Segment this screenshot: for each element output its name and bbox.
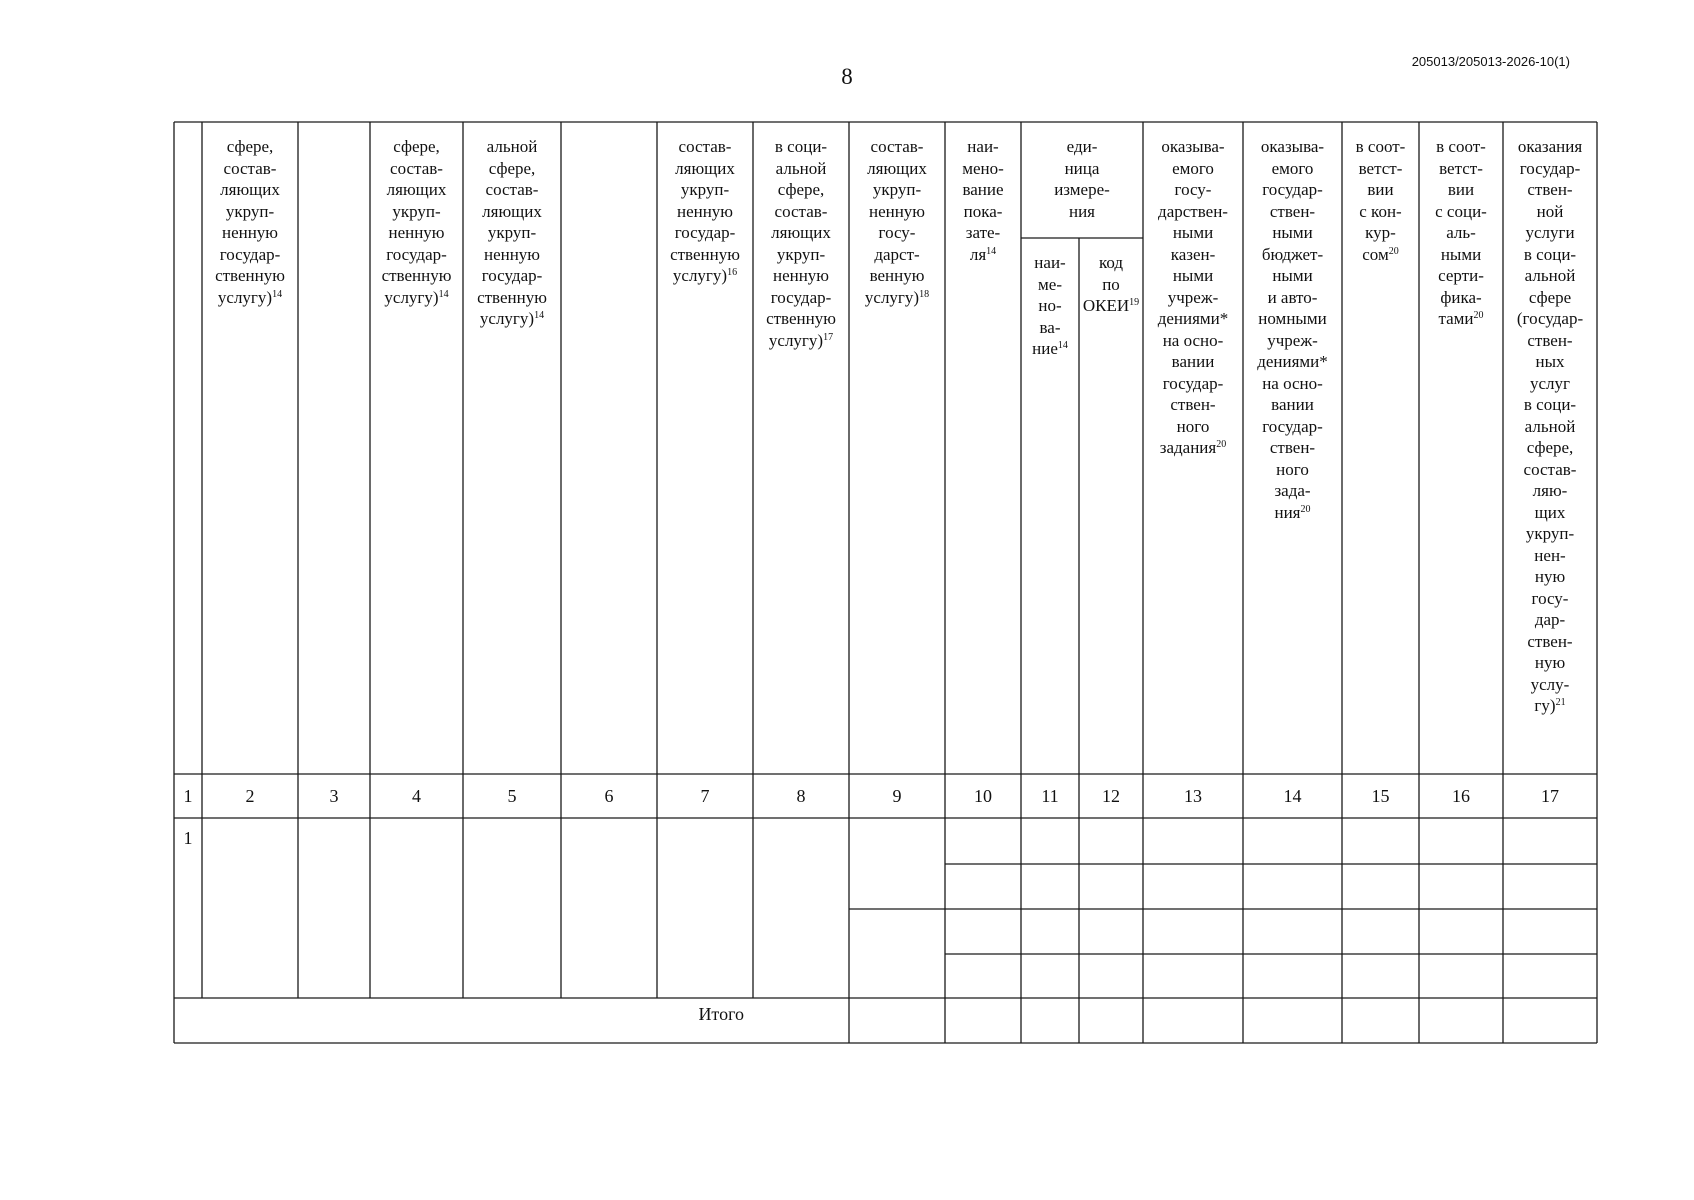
column-number-12: 12	[1102, 786, 1120, 806]
column-header-15: в соот- ветст- вии с кон- кур- сом$^{20}$	[1355, 137, 1406, 264]
column-header-14: оказыва- емого государ- ствен- ными бюджет- ными и авто- номными учреж- дениями* на осно- вании государ- ствен- ного зада- ния$^{20}$	[1257, 137, 1328, 522]
column-number-13: 13	[1184, 786, 1202, 806]
column-number-10: 10	[974, 786, 992, 806]
column-number-17: 17	[1541, 786, 1559, 806]
column-header-16: в соот- ветст- вии с соци- аль- ными серти- фика- тами$^{20}$	[1435, 137, 1487, 328]
unit-group-header: еди- ница измере- ния	[1054, 137, 1110, 221]
column-number-4: 4	[412, 786, 421, 806]
column-header-13: оказыва- емого госу- дарствен- ными казен- ными учреж- дениями* на осно- вании государ- ствен- ного задания$^{20}$	[1157, 137, 1229, 457]
total-label: Итого	[698, 1004, 744, 1024]
column-header-9: состав- ляющих укруп- ненную госу- дарст- венную услугу)$^{18}$	[864, 137, 930, 307]
column-number-2: 2	[245, 786, 255, 806]
column-header-11: наи- ме- но- ва- ние$^{14}$	[1032, 253, 1068, 358]
page-number: 8	[841, 64, 853, 89]
column-header-4: сфере, состав- ляющих укруп- ненную государ- ственную услугу)$^{14}$	[381, 137, 452, 307]
column-number-9: 9	[892, 786, 902, 806]
column-header-7: состав- ляющих укруп- ненную государ- ственную услугу)$^{16}$	[670, 137, 740, 285]
column-header-5: альной сфере, состав- ляющих укруп- ненную государ- ственную услугу)$^{14}$	[477, 137, 547, 328]
column-header-10: наи- мено- вание пока- зате- $ля^{14}$	[962, 137, 1004, 264]
column-number-3: 3	[329, 786, 339, 806]
column-header-17: оказания государ- ствен- ной услуги в соци- альной сфере (государ- ствен- ных услуг в соци- альной сфере, состав- ляю- щих укруп- нен- ную госу- дар- ствен- ную услу- гу)$^{21}$	[1516, 137, 1584, 715]
column-number-1: 1	[183, 786, 193, 806]
column-header-2: сфере, состав- ляющих укруп- ненную государ- ственную услугу)$^{14}$	[215, 137, 285, 307]
column-number-5: 5	[507, 786, 517, 806]
column-number-6: 6	[604, 786, 614, 806]
column-number-15: 15	[1371, 786, 1390, 806]
row-number: 1	[183, 828, 193, 848]
column-number-8: 8	[796, 786, 806, 806]
column-header-8: в соци- альной сфере, состав- ляющих укруп- ненную государ- ственную услугу)$^{17}$	[766, 137, 836, 350]
column-number-16: 16	[1452, 786, 1470, 806]
document-code: 205013/205013-2026-10(1)	[1411, 54, 1570, 69]
column-number-11: 11	[1041, 786, 1059, 806]
column-number-7: 7	[700, 786, 710, 806]
column-number-14: 14	[1283, 786, 1302, 806]
column-header-12: код по ОКЕИ$^{19}$	[1082, 253, 1140, 315]
